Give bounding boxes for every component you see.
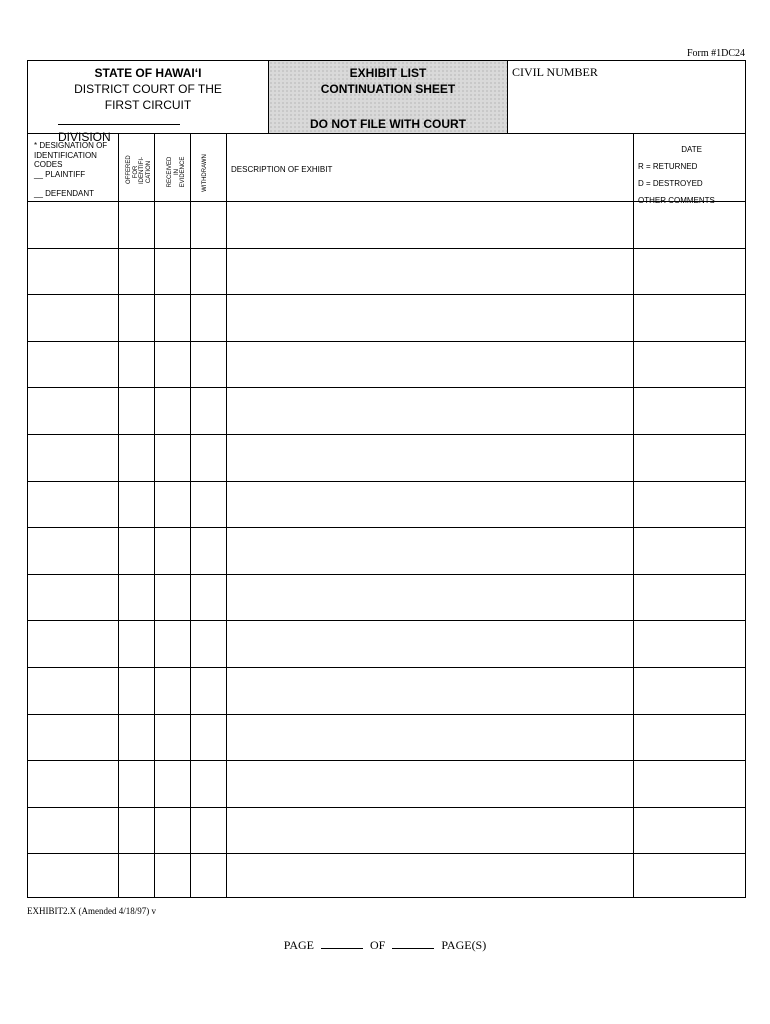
table-row[interactable] <box>28 807 745 808</box>
page-number-blank[interactable] <box>321 938 363 949</box>
table-row[interactable] <box>28 620 745 621</box>
court-name: DISTRICT COURT OF THE <box>74 82 222 96</box>
table-row[interactable] <box>28 574 745 575</box>
date-label: DATE <box>681 145 702 154</box>
table-row[interactable] <box>28 667 745 668</box>
column-header-row <box>28 133 745 205</box>
designation-line-3: CODES <box>34 160 63 169</box>
destroyed-code: D = DESTROYED <box>638 179 703 188</box>
table-row[interactable] <box>28 434 745 435</box>
table-row[interactable] <box>28 248 745 249</box>
title-box <box>268 61 508 133</box>
received-header: RECEIVED IN EVIDENCE <box>167 156 186 188</box>
exhibit-list-sheet <box>27 60 746 898</box>
pages-label: PAGE(S) <box>441 938 487 952</box>
table-row[interactable] <box>28 853 745 854</box>
division-blank[interactable] <box>58 114 180 125</box>
table-row[interactable] <box>28 294 745 295</box>
form-subtitle: CONTINUATION SHEET <box>320 82 456 96</box>
designation-line-1: * DESIGNATION OF <box>34 141 108 150</box>
returned-code: R = RETURNED <box>638 162 698 171</box>
table-row[interactable] <box>28 387 745 388</box>
page-count-line <box>0 938 770 953</box>
form-header <box>28 61 745 144</box>
offered-header: OFFERED FOR IDENTIFI- CATION <box>126 155 152 184</box>
of-label: OF <box>369 938 386 952</box>
form-number: Form #1DC24 <box>686 48 745 59</box>
division-label: DIVISION <box>58 130 111 144</box>
table-row[interactable] <box>28 527 745 528</box>
table-row[interactable] <box>28 760 745 761</box>
table-row[interactable] <box>28 341 745 342</box>
form-revision-code: EXHIBIT2.X (Amended 4/18/97) v <box>27 906 156 916</box>
court-info <box>28 61 268 144</box>
designation-line-2: IDENTIFICATION <box>34 150 97 160</box>
table-row[interactable] <box>28 481 745 482</box>
description-header: DESCRIPTION OF EXHIBIT <box>231 165 333 174</box>
form-title: EXHIBIT LIST <box>349 66 427 80</box>
circuit-name: FIRST CIRCUIT <box>104 98 192 112</box>
comments-label: OTHER COMMENTS <box>638 196 715 205</box>
page-label: PAGE <box>283 938 314 952</box>
designation-header <box>34 141 116 199</box>
total-pages-blank[interactable] <box>392 938 434 949</box>
table-row[interactable] <box>28 714 745 715</box>
date-header <box>638 141 742 209</box>
do-not-file-warning: DO NOT FILE WITH COURT <box>310 117 466 131</box>
state-name: STATE OF HAWAI‘I <box>94 66 202 80</box>
civil-number-field[interactable]: CIVIL NUMBER <box>512 65 598 79</box>
withdrawn-header: WITHDRAWN <box>202 154 208 192</box>
defendant-option[interactable]: __ DEFENDANT <box>34 189 95 198</box>
plaintiff-option[interactable]: __ PLAINTIFF <box>34 169 86 179</box>
